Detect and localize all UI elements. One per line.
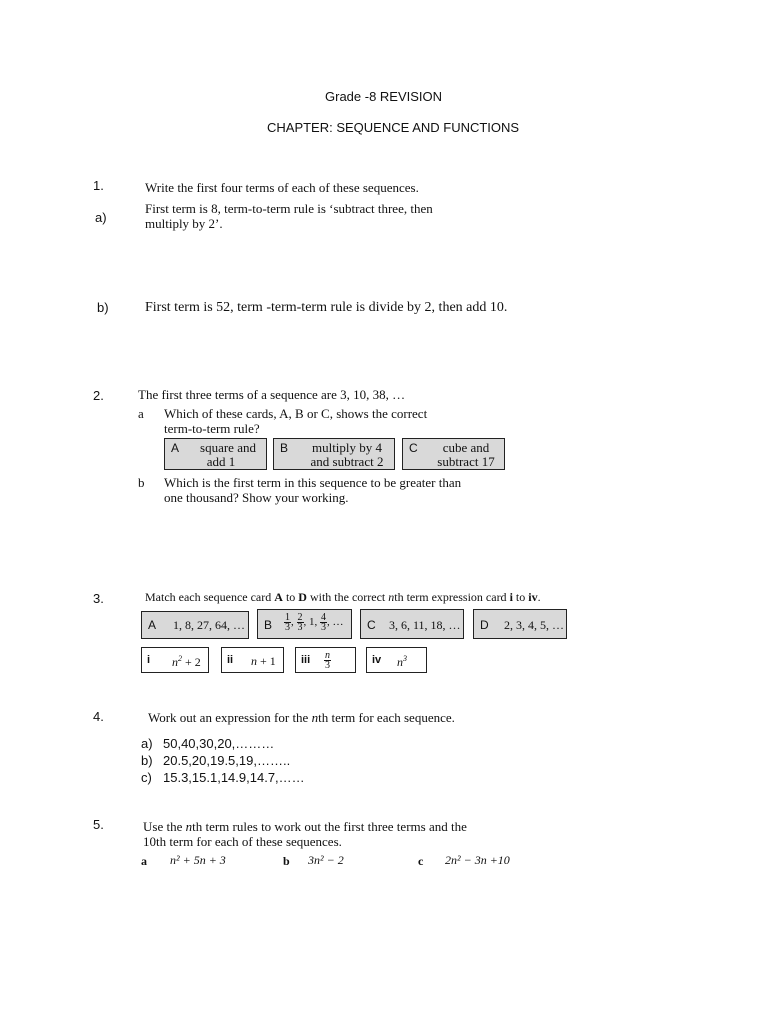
rule-card-line2: and subtract 2 — [310, 454, 384, 469]
expression-card-i — [141, 647, 209, 673]
expression-card-iv — [366, 647, 427, 673]
q1-a-label: a) — [95, 210, 107, 225]
q5-number: 5. — [93, 817, 104, 832]
q3-number: 3. — [93, 591, 104, 606]
expression-card-ii — [221, 647, 284, 673]
rule-card-c — [402, 438, 505, 470]
q2-b-label: b — [138, 475, 145, 490]
expression-card-text: $n^3$ — [397, 654, 407, 669]
expression-card-letter: i — [147, 654, 151, 666]
q2-stem: The first three terms of a sequence are 3, 10, 38, … — [138, 387, 406, 402]
q2-a-line2: term-to-term rule? — [164, 421, 260, 436]
sequence-card-b — [257, 609, 352, 639]
q4-item-text: 50,40,30,20,……… — [163, 736, 275, 751]
q5-part-expr: 3n² − 2 — [308, 853, 344, 867]
q2-b-line1: Which is the first term in this sequence to be greater than — [164, 475, 462, 490]
sequence-card-text: 2, 3, 4, 5, … — [504, 618, 564, 632]
sequence-card-letter: B — [264, 618, 273, 632]
expression-card-text: $\frac{n}{3}$ — [325, 650, 330, 671]
expression-card-text: $n^2 + 2$ — [172, 654, 201, 669]
q5-line2: 10th term for each of these sequences. — [143, 834, 342, 849]
rule-card-line2: add 1 — [206, 454, 236, 469]
sequence-card-text: 1, 8, 27, 64, … — [173, 618, 245, 632]
q4-item-label: a) — [141, 736, 153, 751]
q1-b-text: First term is 52, term -term-term rule is divide by 2, then add 10. — [145, 300, 508, 315]
rule-card-a — [164, 438, 267, 470]
q5-part-label: c — [418, 854, 424, 868]
q1-instruction: Write the first four terms of each of these sequences. — [145, 180, 419, 195]
q5-part-label: b — [283, 854, 290, 868]
sequence-card-c — [360, 609, 464, 639]
expression-card-iii — [295, 647, 356, 673]
q4-item-label: b) — [141, 753, 153, 768]
q2-b-line2: one thousand? Show your working. — [164, 490, 349, 505]
q5-part-expr: n² + 5n + 3 — [170, 853, 226, 867]
sequence-card-text: 3, 6, 11, 18, … — [389, 618, 461, 632]
q4-item-text: 20.5,20,19.5,19,…….. — [163, 753, 291, 768]
sequence-card-d — [473, 609, 567, 639]
sequence-card-a — [141, 611, 249, 639]
q1-b-label: b) — [97, 300, 109, 315]
q5-line1: Use the nth term rules to work out the first three terms and the — [143, 819, 467, 834]
rule-card-b — [273, 438, 395, 470]
q2-a-line1: Which of these cards, A, B or C, shows the correct — [164, 406, 428, 421]
q1-a-line1: First term is 8, term-to-term rule is ‘subtract three, then — [145, 201, 433, 216]
sequence-card-letter: C — [367, 618, 376, 632]
q4-item-label: c) — [141, 770, 152, 785]
rule-card-line1: square and — [200, 440, 256, 455]
q4-number: 4. — [93, 709, 104, 724]
q5-part-label: a — [141, 854, 147, 868]
rule-card-line1: cube and — [442, 440, 490, 455]
rule-card-text — [429, 441, 503, 469]
chapter-title: CHAPTER: SEQUENCE AND FUNCTIONS — [267, 120, 520, 135]
page-title: Grade -8 REVISION — [325, 89, 443, 104]
expression-card-text: n + 1 — [251, 654, 276, 668]
rule-card-line2: subtract 17 — [437, 454, 495, 469]
rule-card-letter: A — [171, 441, 180, 455]
q1-number: 1. — [93, 178, 104, 193]
rule-card-letter: B — [280, 441, 289, 455]
q2-a-label: a — [138, 406, 144, 421]
q2-number: 2. — [93, 388, 104, 403]
q1-a-line2: multiply by 2’. — [145, 216, 223, 231]
q3-instruction: Match each sequence card A to D with the correct nth term expression card i to iv. — [145, 590, 541, 604]
q4-instruction: Work out an expression for the nth term for each sequence. — [148, 710, 455, 725]
q4-item-text: 15.3,15.1,14.9,14.7,…… — [163, 770, 305, 785]
sequence-card-text: $\frac{1}{3}$ , $\frac{2}{3}$ , 1, $\frac{4}{3}$ , … — [285, 612, 344, 633]
rule-card-line1: multiply by 4 — [311, 440, 383, 455]
q5-part-expr: 2n² − 3n +10 — [445, 853, 510, 867]
rule-card-letter: C — [409, 441, 418, 455]
expression-card-letter: ii — [227, 654, 234, 666]
rule-card-text — [304, 441, 390, 469]
sequence-card-letter: D — [480, 618, 489, 632]
expression-card-letter: iv — [372, 654, 382, 666]
rule-card-text — [193, 441, 263, 469]
sequence-card-letter: A — [148, 618, 157, 632]
expression-card-letter: iii — [301, 654, 311, 666]
